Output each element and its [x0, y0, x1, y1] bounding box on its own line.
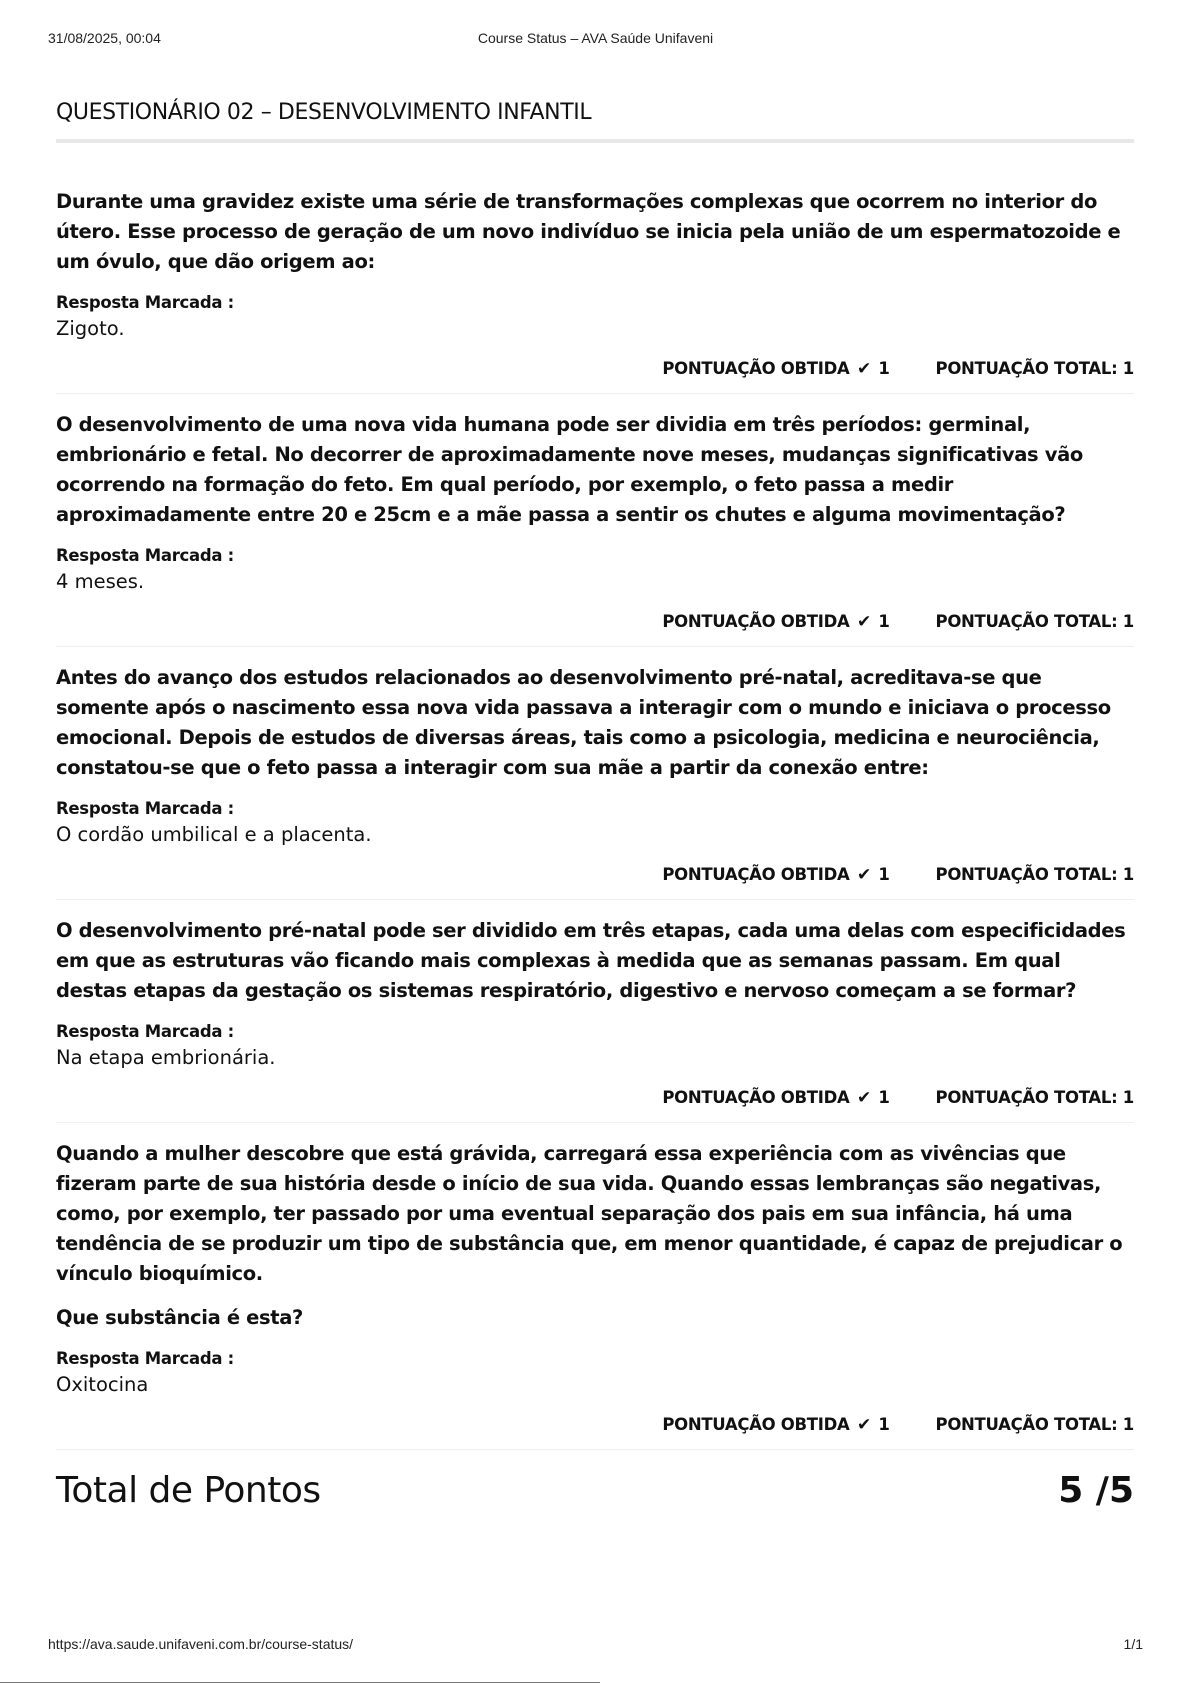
answer-value: O cordão umbilical e a placenta. [56, 823, 372, 846]
score-row [56, 1415, 1134, 1450]
answer-value: Zigoto. [56, 317, 125, 340]
question-item [56, 663, 1134, 900]
score-obtained-label: PONTUAÇÃO OBTIDA [662, 865, 850, 884]
score-row [56, 612, 1134, 647]
total-points-row [56, 1470, 1134, 1520]
score-total: PONTUAÇÃO TOTAL: 1 [935, 359, 1134, 378]
print-footer [48, 1636, 1143, 1656]
print-header [48, 30, 1143, 50]
answer-label: Resposta Marcada : [56, 1349, 234, 1368]
score-obtained-label: PONTUAÇÃO OBTIDA [662, 1415, 850, 1434]
answer-label: Resposta Marcada : [56, 1022, 234, 1041]
quiz-title: QUESTIONÁRIO 02 – DESENVOLVIMENTO INFANTIL [56, 100, 1134, 143]
question-subtext: Que substância é esta? [56, 1306, 304, 1329]
score-row [56, 865, 1134, 900]
question-list [56, 187, 1134, 1450]
check-icon: ✔ [856, 612, 871, 632]
score-obtained-value: 1 [878, 612, 890, 631]
total-points-value: 5 /5 [1058, 1470, 1134, 1511]
score-obtained [662, 612, 889, 632]
answer-label: Resposta Marcada : [56, 546, 234, 565]
check-icon: ✔ [856, 1415, 871, 1435]
answer-label: Resposta Marcada : [56, 799, 234, 818]
score-total: PONTUAÇÃO TOTAL: 1 [935, 1088, 1134, 1107]
score-obtained-value: 1 [878, 1415, 890, 1434]
bottom-divider [0, 1682, 600, 1683]
score-total: PONTUAÇÃO TOTAL: 1 [935, 865, 1134, 884]
score-obtained-value: 1 [878, 359, 890, 378]
score-row [56, 359, 1134, 394]
print-page-title: Course Status – AVA Saúde Unifaveni [477, 30, 714, 46]
score-obtained [662, 1088, 889, 1108]
score-obtained-label: PONTUAÇÃO OBTIDA [662, 1088, 850, 1107]
score-obtained-label: PONTUAÇÃO OBTIDA [662, 359, 850, 378]
print-datetime: 31/08/2025, 00:04 [48, 30, 161, 46]
total-points-label: Total de Pontos [56, 1470, 321, 1511]
answer-value: Oxitocina [56, 1373, 149, 1396]
question-item [56, 410, 1134, 647]
score-obtained [662, 865, 889, 885]
question-item [56, 1139, 1134, 1450]
question-text: O desenvolvimento de uma nova vida humana pode ser dividia em três períodos: germinal, embrionário e fetal. No decorrer de aproximadamente nove meses, mudanças significativas vão ocorrendo na formação do feto. Em qual período, por exemplo, o feto passa a medir aproximadamente entre 20 e 25cm e a mãe passa a sentir os chutes e alguma movimentação? [56, 413, 1083, 526]
question-text: O desenvolvimento pré-natal pode ser dividido em três etapas, cada uma delas com especificidades em que as estruturas vão ficando mais complexas à medida que as semanas passam. Em qual destas etapas da gestação os sistemas respiratório, digestivo e nervoso começam a se formar? [56, 919, 1126, 1002]
score-total: PONTUAÇÃO TOTAL: 1 [935, 1415, 1134, 1434]
score-total: PONTUAÇÃO TOTAL: 1 [935, 612, 1134, 631]
check-icon: ✔ [856, 1088, 871, 1108]
check-icon: ✔ [856, 359, 871, 379]
print-page-count: 1/1 [1123, 1636, 1143, 1652]
answer-value: Na etapa embrionária. [56, 1046, 276, 1069]
question-item [56, 916, 1134, 1123]
question-item [56, 187, 1134, 394]
score-obtained [662, 359, 889, 379]
question-text: Durante uma gravidez existe uma série de transformações complexas que ocorrem no interior do útero. Esse processo de geração de um novo indivíduo se inicia pela união de um espermatozoide e um óvulo, que dão origem ao: [56, 190, 1121, 273]
score-obtained-label: PONTUAÇÃO OBTIDA [662, 612, 850, 631]
score-row [56, 1088, 1134, 1123]
check-icon: ✔ [856, 865, 871, 885]
question-text: Quando a mulher descobre que está grávida, carregará essa experiência com as vivências que fizeram parte de sua história desde o início de sua vida. Quando essas lembranças são negativas, como, por exemplo, ter passado por uma eventual separação dos pais em sua infância, há uma tendência de se produzir um tipo de substância que, em menor quantidade, é capaz de prejudicar o vínculo bioquímico. [56, 1142, 1123, 1285]
answer-value: 4 meses. [56, 570, 145, 593]
score-obtained [662, 1415, 889, 1435]
question-text: Antes do avanço dos estudos relacionados ao desenvolvimento pré-natal, acreditava-se que somente após o nascimento essa nova vida passava a interagir com o mundo e iniciava o processo emocional. Depois de estudos de diversas áreas, tais como a psicologia, medicina e neurociência, constatou-se que o feto passa a interagir com sua mãe a partir da conexão entre: [56, 666, 1111, 779]
answer-label: Resposta Marcada : [56, 293, 234, 312]
print-url: https://ava.saude.unifaveni.com.br/course-status/ [48, 1636, 354, 1652]
score-obtained-value: 1 [878, 1088, 890, 1107]
score-obtained-value: 1 [878, 865, 890, 884]
quiz-content [56, 100, 1134, 1520]
